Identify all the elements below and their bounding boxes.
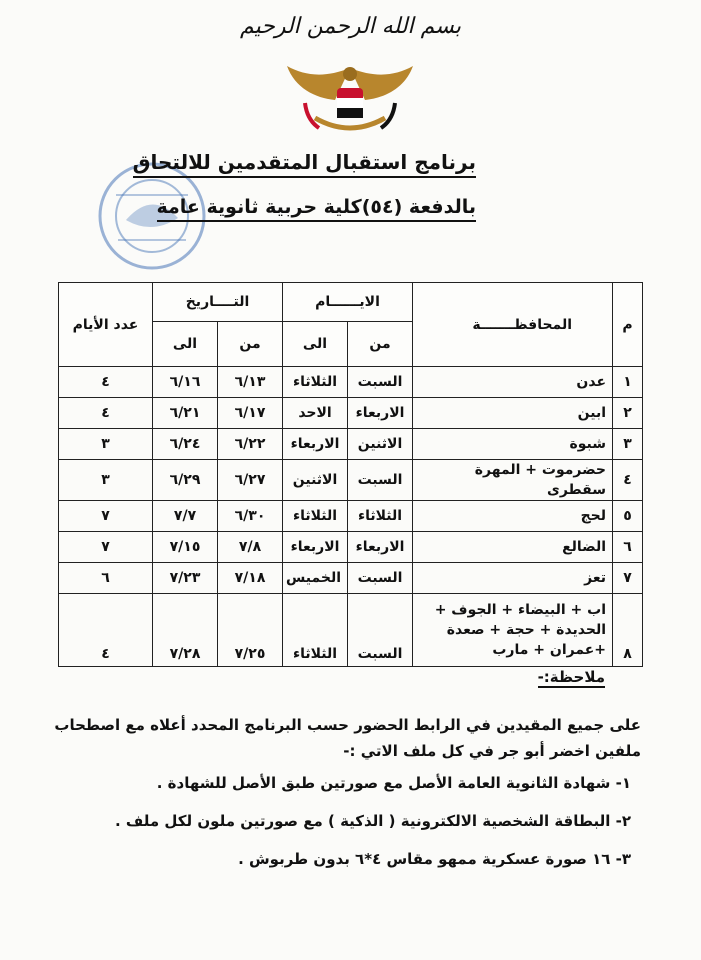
header-num: م — [613, 283, 643, 367]
row-day-to: الاربعاء — [283, 532, 348, 563]
row-date-from: ٦/١٣ — [218, 367, 283, 398]
row-governorate: الضالع — [413, 532, 613, 563]
row-day-to: الاحد — [283, 398, 348, 429]
row-count: ٧ — [59, 532, 153, 563]
row-count: ٤ — [59, 398, 153, 429]
table-row — [59, 501, 643, 532]
gov-line-3: +عمران + مارب — [492, 642, 607, 658]
row-day-from: الثلاثاء — [348, 501, 413, 532]
row-date-from: ٧/٨ — [218, 532, 283, 563]
table-row — [59, 563, 643, 594]
row-governorate: شبوة — [413, 429, 613, 460]
row-num: ٦ — [613, 532, 643, 563]
schedule-table — [58, 282, 643, 667]
row-day-from: السبت — [348, 563, 413, 594]
row-date-from: ٧/١٨ — [218, 563, 283, 594]
notes-item-1: ١- شهادة الثانوية العامة الأصل مع صورتين طبق الأصل للشهادة . — [156, 774, 631, 792]
row-day-from: الاربعاء — [348, 398, 413, 429]
row-num: ٧ — [613, 563, 643, 594]
row-day-to: الثلاثاء — [283, 501, 348, 532]
row-date-from: ٦/٣٠ — [218, 501, 283, 532]
table-row — [59, 367, 643, 398]
notes-label: ملاحظة:- — [537, 668, 605, 686]
row-count: ٦ — [59, 563, 153, 594]
row-day-to: الاربعاء — [283, 429, 348, 460]
document-title: برنامج استقبال المتقدمين للالتحاق — [133, 150, 476, 178]
row-count: ٤ — [59, 367, 153, 398]
table-row — [59, 429, 643, 460]
row-count: ٧ — [59, 501, 153, 532]
row-day-from: الاربعاء — [348, 532, 413, 563]
row-day-to: الخميس — [283, 563, 348, 594]
table-header-row — [59, 283, 643, 322]
row-date-to: ٧/٢٣ — [153, 563, 218, 594]
row-date-from: ٧/٢٥ — [218, 594, 283, 667]
notes-item-3: ٣- ١٦ صورة عسكرية ممهو مقاس ٤*٦ بدون طربوش . — [238, 850, 631, 868]
header-day-to: الى — [283, 322, 348, 367]
row-governorate: حضرموت + المهرة سقطرى — [413, 460, 613, 501]
row-governorate: عدن — [413, 367, 613, 398]
eagle-emblem-icon — [285, 58, 415, 138]
header-date-from: من — [218, 322, 283, 367]
header-date: التــــاريخ — [153, 283, 283, 322]
row-date-to: ٦/١٦ — [153, 367, 218, 398]
row-date-to: ٦/٢١ — [153, 398, 218, 429]
basmala: بسم الله الرحمن الرحيم — [239, 14, 462, 39]
row-day-from: السبت — [348, 594, 413, 667]
table-row — [59, 532, 643, 563]
row-governorate: لحج — [413, 501, 613, 532]
row-num: ٤ — [613, 460, 643, 501]
table-row — [59, 594, 643, 667]
row-date-to: ٧/٢٨ — [153, 594, 218, 667]
document-subtitle: بالدفعة (٥٤)كلية حربية ثانوية عامة — [157, 196, 477, 222]
row-num: ٢ — [613, 398, 643, 429]
header-count: عدد الأيام — [59, 283, 153, 367]
row-num: ٥ — [613, 501, 643, 532]
header-days: الايــــــام — [283, 283, 413, 322]
table-row — [59, 460, 643, 501]
header-day-from: من — [348, 322, 413, 367]
row-date-from: ٦/١٧ — [218, 398, 283, 429]
row-day-from: الاثنين — [348, 429, 413, 460]
header-date-to: الى — [153, 322, 218, 367]
gov-line-1: اب + البيضاء + الجوف + — [434, 602, 607, 618]
row-day-from: السبت — [348, 367, 413, 398]
row-num: ٨ — [613, 594, 643, 667]
notes-paragraph-line-1: على جميع المقيدين في الرابط الحضور حسب البرنامج المحدد أعلاه مع اصطحاب — [54, 716, 641, 734]
row-num: ١ — [613, 367, 643, 398]
row-date-from: ٦/٢٢ — [218, 429, 283, 460]
row-day-to: الثلاثاء — [283, 367, 348, 398]
row-date-to: ٧/٧ — [153, 501, 218, 532]
row-day-to: الثلاثاء — [283, 594, 348, 667]
row-date-to: ٧/١٥ — [153, 532, 218, 563]
row-count: ٣ — [59, 429, 153, 460]
row-count: ٣ — [59, 460, 153, 501]
row-num: ٣ — [613, 429, 643, 460]
table-row — [59, 398, 643, 429]
notes-paragraph-line-2: ملفين اخضر أبو جر في كل ملف الاتي :- — [343, 742, 641, 760]
row-day-from: السبت — [348, 460, 413, 501]
row-governorate — [413, 594, 613, 667]
row-count: ٤ — [59, 594, 153, 667]
gov-line-2: الحديدة + حجة + صعدة — [446, 622, 607, 638]
row-date-from: ٦/٢٧ — [218, 460, 283, 501]
row-governorate: ابين — [413, 398, 613, 429]
row-governorate: تعز — [413, 563, 613, 594]
notes-item-2: ٢- البطاقة الشخصية الالكترونية ( الذكية ) مع صورتين ملون لكل ملف . — [115, 812, 631, 830]
row-date-to: ٦/٢٩ — [153, 460, 218, 501]
row-day-to: الاثنين — [283, 460, 348, 501]
header-governorate: المحافظـــــــة — [413, 283, 613, 367]
row-date-to: ٦/٢٤ — [153, 429, 218, 460]
